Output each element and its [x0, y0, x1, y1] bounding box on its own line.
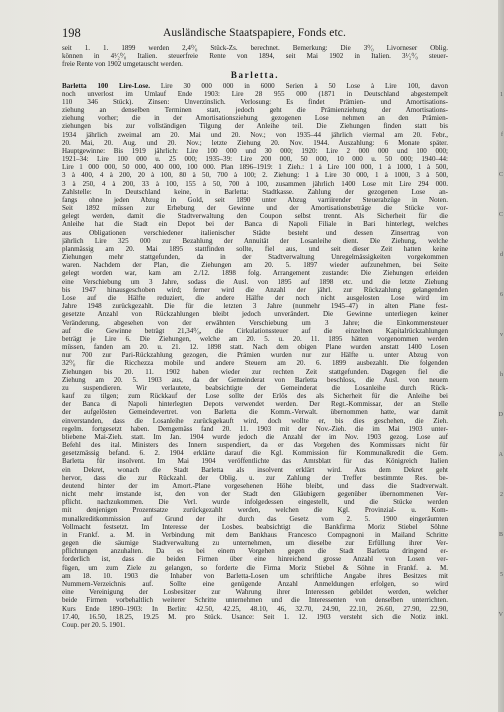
edge-mark: C: [498, 212, 503, 218]
section-line: hervor, dass die zur Rückzahl. der Oblig. u. zur Zahlung der Treffer bestimmte Res. be-: [62, 473, 448, 482]
edge-mark: f: [501, 132, 503, 138]
intro-line: seit 1. 1. 1899 werden 2,4⁰⁄₀ Stück-Zs. berechnet. Bemerkung: Die 3⁰⁄₀ Livorneser Oblig.: [62, 44, 448, 52]
section-line: Ziehungen bis 20. 11. 1902 haben wieder zur rechten Zeit stattgefunden. Dagegen fiel die: [62, 367, 448, 376]
section-line: gesetzmässig befand. 6. 2. 1904 erklärte darauf die Kgl. Kommission für Kommunalkredit die Gem.: [62, 449, 448, 458]
running-title: Ausländische Staatspapiere, Fonds etc.: [163, 27, 346, 39]
edge-mark: v: [500, 332, 503, 338]
section-line: Zahlstelle: In Deutschland keine, in Barletta: Stadtkasse. Zahlung der gezogenen Lose an-: [62, 187, 448, 196]
intro-line: freie Rente von 1902 umgetauscht werden.: [62, 60, 183, 69]
section-line: ein Dekret, wonach die Stadt Barletta als insolvent erklärt wird. Aus dem Dekret geht: [62, 465, 448, 474]
section-line: Coup. per 20. 5. 1901.: [62, 620, 126, 629]
section-line: ziehung vorher; die in der Amortisationsziehung gezogenen Lose nehmen an den Prämien-: [62, 114, 448, 123]
section-line: 3 à 400, 4 à 200, 20 à 100, 80 à 50, 700 à 100; 2. Ziehung: 1 à Lire 30 000, 1 à 1000, 3 à 500,: [62, 171, 448, 180]
section-line: eine Vereinigung der Losbesitzer zur Wahrung ihrer Interessen gebildet werden, welcher: [62, 588, 448, 597]
section-line: fangs ohne jeden Abzug in Gold, seit 1890 unter Abzug varriirender Steuerabzüge in Noten.: [62, 195, 448, 204]
edge-mark: 5: [500, 572, 503, 578]
section-line: nur 700 zur Pari-Rückzahlung gezogen, die Prämien wurden nur zur Hälfte u. unter Abzug von: [62, 351, 448, 360]
edge-mark: 6: [500, 292, 503, 298]
section-line: Vollmacht festsetzt. Im Interesse der Losbes. beabsichtigt die Bankfirma Moriz Stiebel Söhne: [62, 522, 448, 531]
edge-mark: C: [498, 172, 503, 178]
section-line: deutend hinter der im Amort.-Plane vorgesehenen Höhe bleibt, und dass die Stadtverwalt.: [62, 481, 448, 490]
barletta-paragraph: [62, 82, 448, 630]
section-line: gelegt worden war, kam am 2./12. 1898 folg. Arrangement zustande: Die Ziehungen erleiden: [62, 269, 448, 278]
section-line: Lose auf die Hälfte reduziert, die andere Hälfte der noch nicht ausgelosten Lose wird im: [62, 293, 448, 302]
section-line: gesetzte Anzahl von Rückzahlungen bleibt jedoch unverändert. Die Gewinne unterliegen keiner: [62, 310, 448, 319]
section-line: eine Verschiebung um 3 Jahre, sodass die Ausl. von 1895 auf 1898 etc. und die letzte Ziehung: [62, 277, 448, 286]
section-line: Hauptgewinne: Bis 1919 jährlich: Lire 100 000 und 30 000; 1920: Lire 2 000 000 und 100 000;: [62, 146, 448, 155]
facing-page-edge: [498, 0, 504, 712]
page-header: [62, 26, 447, 40]
section-line: Barletta 100 Lire-Lose. Lire 30 000 000 in 6000 Serien à 50 Lose à Lire 100, davon: [62, 81, 448, 90]
section-line: aus Obligationen verschiedener italienischer Städte besteht und dessen Zinsertrag von: [62, 228, 448, 237]
section-line: bliebene Mai-Zieh. statt. Im Jan. 1904 wurde jedoch die Anzahl der im Nov. 1903 gezog. Lose auf: [62, 432, 448, 441]
edge-mark: B: [498, 532, 503, 538]
section-line: müssen, fanden am 20. u. 21. 12. 1898 statt. Nach dem obigen Plane wurden anstatt 1400 Losen: [62, 343, 448, 352]
edge-mark: 1: [500, 92, 503, 98]
section-line: pflichtungen anzuhalten. Da es bei einem Vorgehen gegen die Stadt Barletta dringend er-: [62, 547, 448, 556]
section-line: am 18. 10. 1903 die Inhaber von Barletta-Losen um schriftliche Angabe ihres Besitzes mit: [62, 571, 448, 580]
section-line: auf die Gewinne beträgt 21,34⁰⁄₀, die Cirkulationssteuer auf die einzelnen Kapitalrückzahlungen: [62, 326, 448, 335]
intro-paragraph: [62, 44, 448, 69]
section-line: Ziehungen mehr stattgefunden, da in der Stadtverwaltung Unregelmässigkeiten vorgekommen: [62, 253, 448, 262]
section-line: forderlich ist, dass die beiden Firmen über eine hinreichend grosse Anzahl von Losen ver-: [62, 555, 448, 564]
edge-mark: d: [500, 252, 503, 258]
section-line: gegen die säumige Stadtverwaltung zu unternehmen, um dieselbe zur Erfüllung ihrer Ver-: [62, 539, 448, 548]
section-line: der aufgelösten Gemeindevertret. von Barletta die Komm.-Verwalt. übernommen hatte, war damit: [62, 408, 448, 417]
section-line: Kurs Ende 1890–1903: In Berlin: 42.50, 42.25, 48.10, 46, 32.70, 24.90, 22.10, 26.60, 27.90, 22.90,: [62, 604, 448, 613]
section-line: 1934 jährlich zweimal am 20. Mai und 20. Nov.; von 1935–44 jährlich viermal am 20. Febr.,: [62, 130, 448, 139]
section-line: Barletta für insolvent. Im Mai 1904 veröffentlichte das Amtsblatt für das Königreich Italien: [62, 457, 448, 466]
intro-line: können in 4¹⁄₂⁰⁄₀ Italien. steuerfreie Rente von 1894, seit Mai 1902 in Italien. 3¹⁄₂⁰⁄₀ steuer-: [62, 52, 448, 61]
edge-mark: h: [500, 372, 503, 378]
section-line: zu suspendieren. Wir verlautete, beabsichtigte der Gemeinderat die Losanleihe durch Rück-: [62, 383, 448, 392]
section-line: einverstanden, dass die Losanleihe zurückgekauft wird, doch wollte er, bis dies geschehen, die Zieh.: [62, 416, 448, 425]
section-line: munalkreditkommission auf Grund der ihr durch das Gesetz vom 2. 5. 1900 eingeräumten: [62, 514, 448, 523]
section-line: beide Firmen vorbehaltlich weiterer Schritte unternehmen und die Interessenten von denselben unterrichten.: [62, 596, 448, 605]
section-line: Befehl des ital. Ministers des Innern suspendiert, da er das Vorgehen des Kommissars nicht für: [62, 441, 448, 450]
section-line: noch unverlost im Umlauf Ende 1903: Lire 28 955 000 (1871 in Deutschland abgestempelt: [62, 89, 448, 98]
section-line: Ziehung am 20. 5. 1903 aus, da der Gemeinderat von Barletta beschloss, die Ausl. von neuem: [62, 375, 448, 384]
section-line: 1921–34: Lire 100 000 u. 25 000; 1935–39: Lire 200 000, 50 000, 10 000 u. 50 000; 1940–44:: [62, 155, 448, 164]
edge-mark: A: [498, 452, 503, 458]
section-line: fügen, um zum Ziele zu gelangen, so forderte die Firma Moriz Stiebel & Söhne in Frankf. a. M.: [62, 563, 448, 572]
section-line: kauf zu tilgen; zum Rückkauf der Lose sollte der Erlös des als Sicherheit für die Anleihe bei: [62, 392, 448, 401]
section-line: Veränderung, abgesehen von der erwähnten Verschiebung um 3 Jahre; die Einkommensteuer: [62, 318, 448, 327]
section-line: mit denjenigen Prozentsatze zurückgezahlt werden, welchen die Kgl. Provinzial- u. Kom-: [62, 506, 448, 515]
section-title: Barletta.: [230, 69, 280, 80]
edge-mark: V: [498, 612, 503, 618]
section-line: ziehung an denselben Terminen statt, jedoch geht die Prämienziehung der Amortisations-: [62, 106, 448, 115]
section-line: 3 à 250, 4 à 200, 33 à 100, 155 à 50, 700 à 100, zusammen jährlich 1400 Lose mit Lire 294 000.: [62, 179, 448, 188]
section-line: planmässig am 20. Mai 1895 stattfinden sollte, fiel aus, und seit dieser Zeit hatten keine: [62, 244, 448, 253]
section-line: in Frankf. a. M. in Verbindung mit dem Bankhaus Francesco Compagnoni in Mailand Schritte: [62, 530, 448, 539]
section-line: bis 1947 hinausgeschoben wird; ferner wird die Anzahl der jährl. zur Rückzahlung gelangenden: [62, 285, 448, 294]
section-line: gelegt werden, damit die Stadtverwaltung den Coupon selbst trennt. Als Sicherheit für die: [62, 212, 448, 221]
section-line: Seit 1892 müssen zur Erhebung der Gewinne und der Amortisationsbeträge die Stücke vor-: [62, 204, 448, 213]
section-line: 110 346 Stück). Zinsen: Unverzinslich. Verlosung: Es findet Prämien- und Amortisations-: [62, 97, 448, 106]
section-line: Lire 1 000 000, 50 000, 400 000, 100 000. Plan 1896–1919: 1 Zieh.: 1 à Lire 100 000, 1 à 1000, 1 à 500,: [62, 163, 448, 172]
lead-in: Barletta 100 Lire-Lose.: [62, 81, 150, 90]
section-line: 17.40, 16.50, 18.25, 19.25 M. pro Stück. Usance: Seit 1. 12. 1903 versteht sich die Notiz inkl.: [62, 612, 448, 621]
section-line: der Banca di Napoli hinterlegten Depots verwendet werden. Der Regt.-Kommissar, der an Stelle: [62, 400, 448, 409]
section-line: regelm. fortgesetzt haben. Demgemäss fand 20. 11. 1903 mit der Nov.-Zieh. die im Mai 1903 unter-: [62, 424, 448, 433]
section-line: Jahre 1948 zurückgezahlt. Die für die letzten 3 Jahre (nunmehr 1945–47) in alten Plane fest-: [62, 302, 448, 311]
section-line: Nummern-Verzeichnis auf. Sollte eine genügende Anzahl Anmeldungen erfolgen, so wird: [62, 580, 448, 588]
edge-mark: 2: [500, 492, 503, 498]
section-line: ziehungen bis zur vollständigen Tilgung der Anleihe teil. Die Ziehungen finden statt bis: [62, 122, 448, 131]
section-line: waren. Nachdem der Plan, die Ziehungen am 20. 5. 1897 wieder aufzunehmen, bei Seite: [62, 261, 448, 270]
section-line: beträgt je Lire 6. Die Ziehungen, welche am 20. 5. u. 20. 11. 1895 hätten vorgenommen werden: [62, 334, 448, 343]
section-line: jährlich Lire 325 000 zur Bezahlung der Annuität der Losanleihe dient. Die Ziehung, welche: [62, 236, 448, 245]
section-line: nicht mehr imstande ist, den von der Stadt den Gläubigern gegenüber übernommenen Ver-: [62, 490, 448, 499]
edge-mark: D: [498, 412, 503, 418]
section-line: 32⁰⁄₀ für die Ricchezza mobile und andere Steuern am 20. 6. 1899 ausbezahlt. Die folgenden: [62, 359, 448, 368]
section-line: pflicht. nachzukommen. Die Verl. wurde infolgedessen eingestellt, und die Stücke werden: [62, 498, 448, 507]
page-body: [62, 44, 448, 629]
section-line: 20. Mai, 20. Aug. und 20. Nov.; letzte Ziehung 20. Nov. 1944. Auszahlung: 6 Monate später.: [62, 138, 448, 147]
section-line: Anleihe hat die Stadt ein Depot bei der Banca di Napoli Filiale in Bari hinterlegt, welches: [62, 220, 448, 229]
page-number: 198: [62, 26, 81, 40]
